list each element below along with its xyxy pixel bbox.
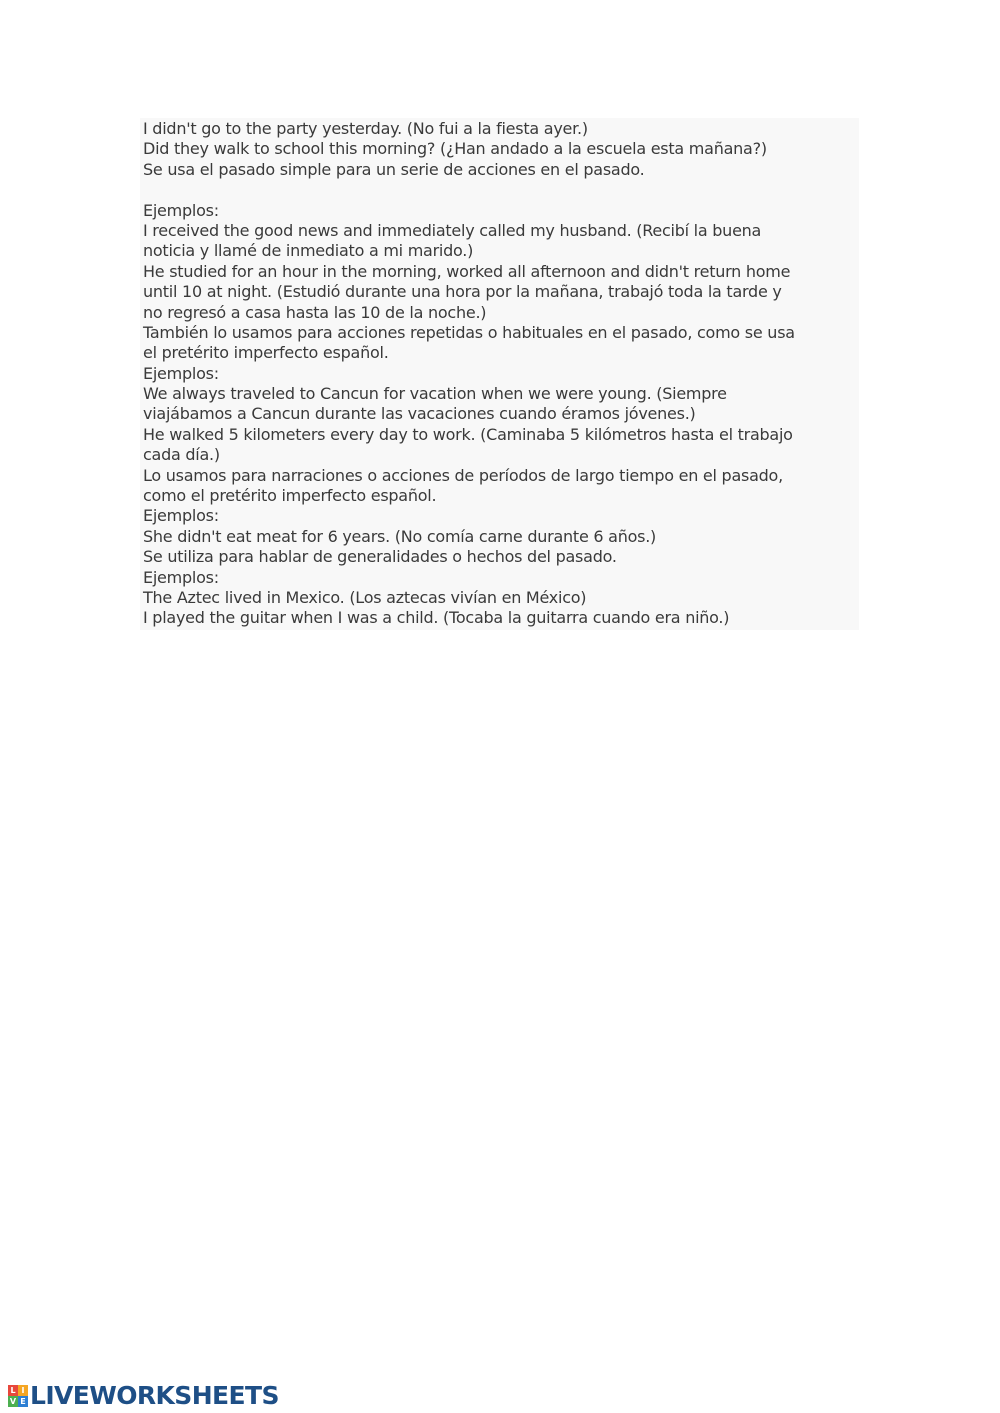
text-line: I received the good news and immediately called my husband. (Recibí la buena <box>143 220 762 240</box>
examples-heading: Ejemplos: <box>143 200 219 220</box>
text-line: Se utiliza para hablar de generalidades o hechos del pasado. <box>143 547 617 567</box>
blank-line <box>143 180 859 200</box>
text-line: noticia y llamé de inmediato a mi marido.) <box>143 241 474 261</box>
text-line: We always traveled to Cancun for vacation when we were young. (Siempre <box>143 384 727 404</box>
text-line: He walked 5 kilometers every day to work. (Caminaba 5 kilómetros hasta el trabajo <box>143 424 793 444</box>
examples-heading: Ejemplos: <box>143 567 219 587</box>
text-line: como el pretérito imperfecto español. <box>143 486 437 506</box>
liveworksheets-logo-icon <box>8 1385 28 1407</box>
brand-wordmark: LIVEWORKSHEETS <box>30 1381 279 1410</box>
text-line: el pretérito imperfecto español. <box>143 343 389 363</box>
text-line: Se usa el pasado simple para un serie de acciones en el pasado. <box>143 159 645 179</box>
text-line: I didn't go to the party yesterday. (No fui a la fiesta ayer.) <box>143 119 588 138</box>
text-line: Lo usamos para narraciones o acciones de períodos de largo tiempo en el pasado, <box>143 465 783 485</box>
logo-letter-i: I <box>18 1385 28 1396</box>
text-line: until 10 at night. (Estudió durante una hora por la mañana, trabajó toda la tarde y <box>143 282 782 302</box>
text-line: The Aztec lived in Mexico. (Los aztecas vivían en México) <box>143 587 587 607</box>
logo-letter-l: L <box>8 1385 18 1396</box>
text-line: También lo usamos para acciones repetidas o habituales en el pasado, como se usa <box>143 322 795 342</box>
liveworksheets-footer <box>8 1382 279 1410</box>
examples-heading: Ejemplos: <box>143 363 219 383</box>
text-line: no regresó a casa hasta las 10 de la noche.) <box>143 302 487 322</box>
logo-letter-v: V <box>9 1397 17 1406</box>
text-line: Did they walk to school this morning? (¿Han andado a la escuela esta mañana?) <box>143 139 767 159</box>
logo-letter-e: E <box>18 1396 28 1407</box>
text-line: viajábamos a Cancun durante las vacaciones cuando éramos jóvenes.) <box>143 404 696 424</box>
document-text-block <box>140 118 859 630</box>
text-line: She didn't eat meat for 6 years. (No comía carne durante 6 años.) <box>143 526 657 546</box>
text-line: cada día.) <box>143 445 220 465</box>
examples-heading: Ejemplos: <box>143 506 219 526</box>
text-line: I played the guitar when I was a child. (Tocaba la guitarra cuando era niño.) <box>143 608 730 628</box>
text-line: He studied for an hour in the morning, worked all afternoon and didn't return home <box>143 261 791 281</box>
